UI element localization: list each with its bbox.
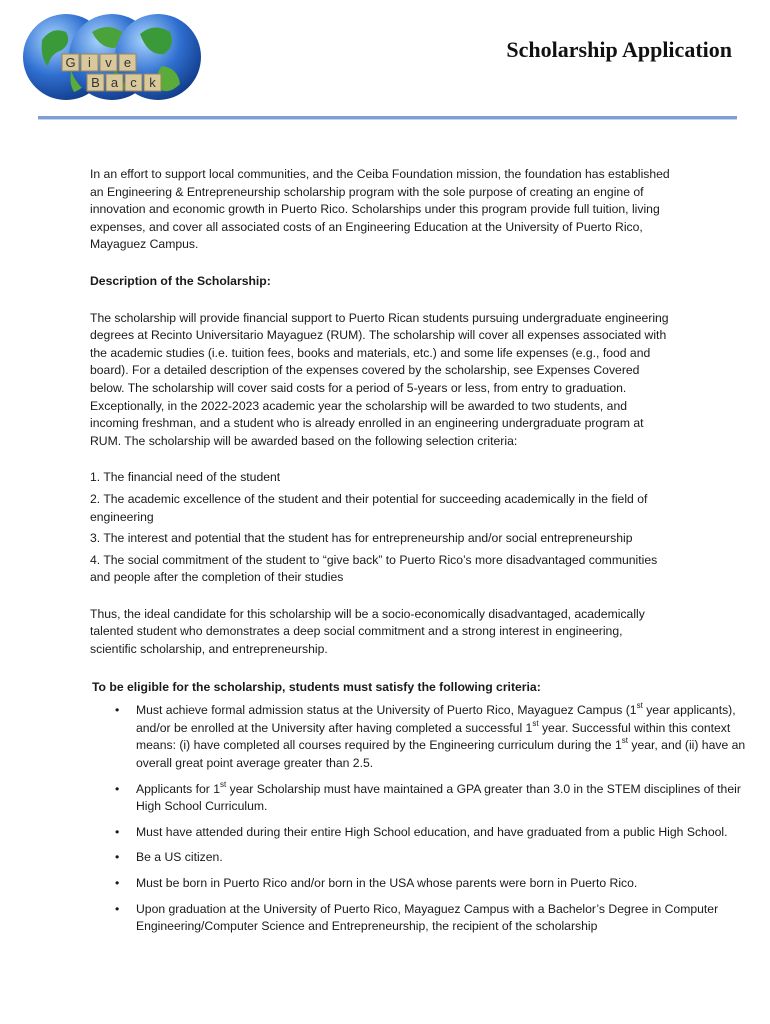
bullet-icon: •	[115, 703, 120, 718]
description-paragraph: The scholarship will provide financial support to Puerto Rican students pursuing undergraduate engineering degrees at Recinto Universitario Mayaguez (RUM). The scholarship will cover all expenses associated with the academic studies (i.e. tuition fees, books and materials, etc.) and some life expenses (e.g., food and board). For a detailed description of the expenses covered by the scholarship, see Expenses Covered below. The scholarship will cover said costs for a period of 5-years or less, from entry to graduation. Exceptionally, in the 2022-2023 academic year the scholarship will be awarded to two students, and incoming freshman, and a student who is already enrolled in an engineering undergraduate program at RUM. The scholarship will be awarded based on the following selection criteria:	[90, 310, 669, 448]
svg-text:e: e	[123, 55, 132, 70]
eligibility-list	[90, 702, 750, 936]
ideal-candidate-paragraph: Thus, the ideal candidate for this scholarship will be a socio-economically disadvantaged, academically talented student who demonstrates a deep social commitment and a strong interest in engineering, scientific scholarship, and entrepreneurship.	[90, 606, 645, 657]
list-item: 2. The academic excellence of the student and their potential for succeeding academically in the field of engineering	[90, 491, 648, 524]
list-item: • Upon graduation at the University of Puerto Rico, Mayaguez Campus with a Bachelor’s Degree in Computer Engineering/Computer Science and Entrepreneurship, the recipient of the scholarship	[115, 901, 719, 934]
svg-text:a: a	[110, 75, 119, 90]
list-item: 1. The financial need of the student	[90, 470, 281, 485]
bullet-icon: •	[115, 781, 120, 796]
bullet-icon: •	[115, 876, 120, 890]
page-title: Scholarship Application	[506, 37, 732, 62]
svg-text:G: G	[65, 55, 76, 70]
list-item: • Must have attended during their entire High School education, and have graduated from a public High School.	[90, 824, 750, 842]
give-back-logo	[22, 10, 202, 105]
list-item: 3. The interest and potential that the student has for entrepreneurship and/or social entrepreneurship	[90, 531, 633, 546]
eligibility-heading: To be eligible for the scholarship, students must satisfy the following criteria:	[92, 679, 541, 694]
svg-text:B: B	[91, 75, 100, 90]
svg-text:v: v	[105, 55, 112, 70]
list-item: 4. The social commitment of the student to “give back” to Puerto Rico’s more disadvantaged communities and people after the completion of their studies	[90, 552, 658, 585]
document-body	[90, 166, 746, 944]
list-item: • Must be born in Puerto Rico and/or born in the USA whose parents were born in Puerto Rico.	[90, 875, 750, 893]
selection-criteria-list	[90, 469, 670, 587]
header-divider-shadow	[38, 119, 737, 120]
description-heading: Description of the Scholarship:	[90, 273, 271, 288]
bullet-icon: •	[115, 850, 120, 865]
svg-text:i: i	[88, 55, 91, 70]
list-item: • Must achieve formal admission status at the University of Puerto Rico, Mayaguez Campus (1st year applicants), and/or be enrolled at the University after having completed a successful 1st year. Successful within this context means: (i) have completed all courses required by the Engineering curriculum during the 1st year, and (ii) have an overall great point average greater than 2.5.	[115, 701, 746, 771]
bullet-icon: •	[115, 901, 120, 916]
intro-paragraph: In an effort to support local communities, and the Ceiba Foundation mission, the foundation has established an Engineering & Entrepreneurship scholarship program with the sole purpose of creating an engine of innovation and economic growth in Puerto Rico. Scholarships under this program provide full tuition, living expenses, and cover all associated costs of an Engineering Education at the University of Puerto Rico, Mayaguez Campus.	[90, 167, 670, 252]
bullet-icon: •	[115, 824, 120, 839]
list-item: • Applicants for 1st year Scholarship must have maintained a GPA greater than 3.0 in the STEM disciplines of their High School Curriculum.	[115, 779, 741, 814]
svg-text:c: c	[130, 75, 137, 90]
list-item: • Be a US citizen.	[90, 849, 750, 867]
svg-text:k: k	[149, 75, 156, 90]
